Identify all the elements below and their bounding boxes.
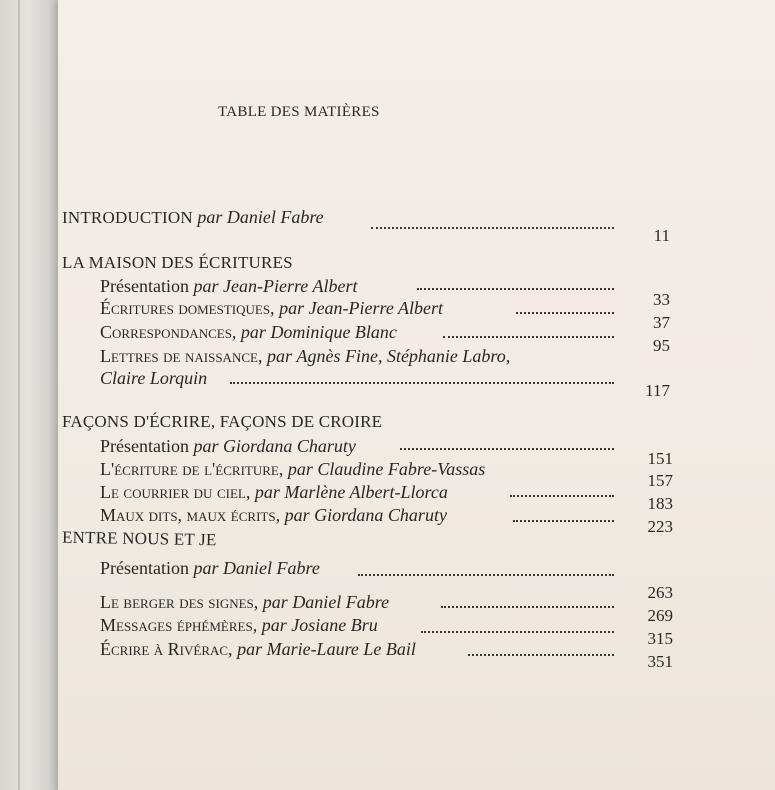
leader-dots xyxy=(468,652,614,656)
book-page xyxy=(58,0,775,790)
entry-author: Daniel Fabre xyxy=(223,558,320,578)
table-of-contents xyxy=(58,0,775,790)
entry-par: par xyxy=(279,298,305,318)
page-number: 151 xyxy=(647,449,673,468)
entry-title: Maux dits, maux écrits, xyxy=(100,505,281,525)
entry-author: Giordana Charuty xyxy=(223,436,356,456)
page-number: 351 xyxy=(647,652,673,671)
leader-dots xyxy=(371,225,614,229)
entry-author: Daniel Fabre xyxy=(226,207,324,227)
entry-author: Dominique Blanc xyxy=(270,322,397,342)
entry-author: Jean-Pierre Albert xyxy=(308,298,444,318)
page-number: 269 xyxy=(647,606,673,625)
page-number: 33 xyxy=(653,290,670,309)
page-number: 95 xyxy=(653,336,670,355)
entry-author: Daniel Fabre xyxy=(292,592,390,612)
entry-title: Écrire à Rivérac, xyxy=(100,639,233,659)
page-number: 11 xyxy=(653,226,670,245)
entry-par: par xyxy=(254,482,280,502)
toc-entry[interactable] xyxy=(100,436,356,460)
entry-author: Agnès Fine, Stéphanie Labro, xyxy=(296,346,511,366)
entry-author: Giordana Charuty xyxy=(314,505,447,525)
toc-entry[interactable] xyxy=(100,639,416,663)
entry-title: Lettres de naissance, xyxy=(100,346,263,366)
leader-dots xyxy=(516,310,614,314)
entry-par: par xyxy=(193,558,219,578)
entry-title: Le berger des signes, xyxy=(100,592,259,612)
entry-par: par xyxy=(240,322,266,342)
page-number: 263 xyxy=(647,583,673,602)
entry-title: Présentation xyxy=(100,276,189,296)
entry-par: par xyxy=(284,505,310,525)
entry-title: Le courrier du ciel, xyxy=(100,482,251,502)
toc-entry[interactable] xyxy=(100,558,320,582)
entry-par: par xyxy=(266,346,292,366)
entry-title: L'écriture de l'écriture, xyxy=(100,459,284,479)
entry-title: Présentation xyxy=(100,558,189,578)
leader-dots xyxy=(400,446,614,450)
entry-author: Josiane Bru xyxy=(291,615,378,635)
previous-page-edge xyxy=(0,0,62,790)
toc-entry[interactable] xyxy=(100,615,378,639)
page-number: 117 xyxy=(645,381,670,400)
leader-dots xyxy=(421,629,614,633)
leader-dots xyxy=(230,380,614,384)
entry-par: par xyxy=(193,276,219,296)
leader-dots xyxy=(510,493,614,497)
page-title: TABLE DES MATIÈRES xyxy=(218,104,380,120)
entry-author: Claudine Fabre-Vassas xyxy=(317,459,486,479)
page-number: 157 xyxy=(647,471,673,490)
leader-dots xyxy=(358,572,614,576)
section-heading: ENTRE NOUS ET JE xyxy=(61,527,217,550)
toc-entry[interactable] xyxy=(100,459,485,483)
toc-entry-introduction[interactable] xyxy=(62,207,324,231)
page-gutter-line xyxy=(18,0,20,790)
entry-par: par xyxy=(197,207,223,227)
page-number: 37 xyxy=(653,313,670,332)
toc-entry[interactable] xyxy=(100,322,397,346)
entry-par: par xyxy=(261,615,287,635)
entry-title: Présentation xyxy=(100,436,189,456)
page-number: 223 xyxy=(647,517,673,536)
toc-entry-continued[interactable] xyxy=(100,368,207,392)
toc-entry[interactable] xyxy=(100,346,510,370)
entry-title: INTRODUCTION xyxy=(62,208,193,227)
entry-par: par xyxy=(193,436,219,456)
leader-dots xyxy=(441,604,614,608)
section-heading: FAÇONS D'ÉCRIRE, FAÇONS DE CROIRE xyxy=(62,412,383,431)
entry-title: Écritures domestiques, xyxy=(100,298,275,318)
entry-par: par xyxy=(262,592,288,612)
leader-dots xyxy=(443,334,614,338)
entry-author: Claire Lorquin xyxy=(100,368,208,388)
toc-entry[interactable] xyxy=(100,592,389,616)
entry-author: Jean-Pierre Albert xyxy=(223,276,358,296)
page-number: 183 xyxy=(647,494,673,513)
toc-entry[interactable] xyxy=(100,276,357,300)
entry-author: Marie-Laure Le Bail xyxy=(266,639,416,659)
entry-par: par xyxy=(237,639,263,659)
section-heading: LA MAISON DES ÉCRITURES xyxy=(62,253,293,272)
entry-par: par xyxy=(287,459,313,479)
toc-entry[interactable] xyxy=(100,482,448,506)
toc-entry[interactable] xyxy=(100,505,447,529)
entry-author: Marlène Albert-Llorca xyxy=(284,482,448,502)
leader-dots xyxy=(417,286,614,290)
entry-title: Correspondances, xyxy=(100,322,237,342)
entry-title: Messages éphémères, xyxy=(100,615,258,635)
page-number: 315 xyxy=(647,629,673,648)
leader-dots xyxy=(513,518,614,522)
toc-entry[interactable] xyxy=(100,298,443,322)
